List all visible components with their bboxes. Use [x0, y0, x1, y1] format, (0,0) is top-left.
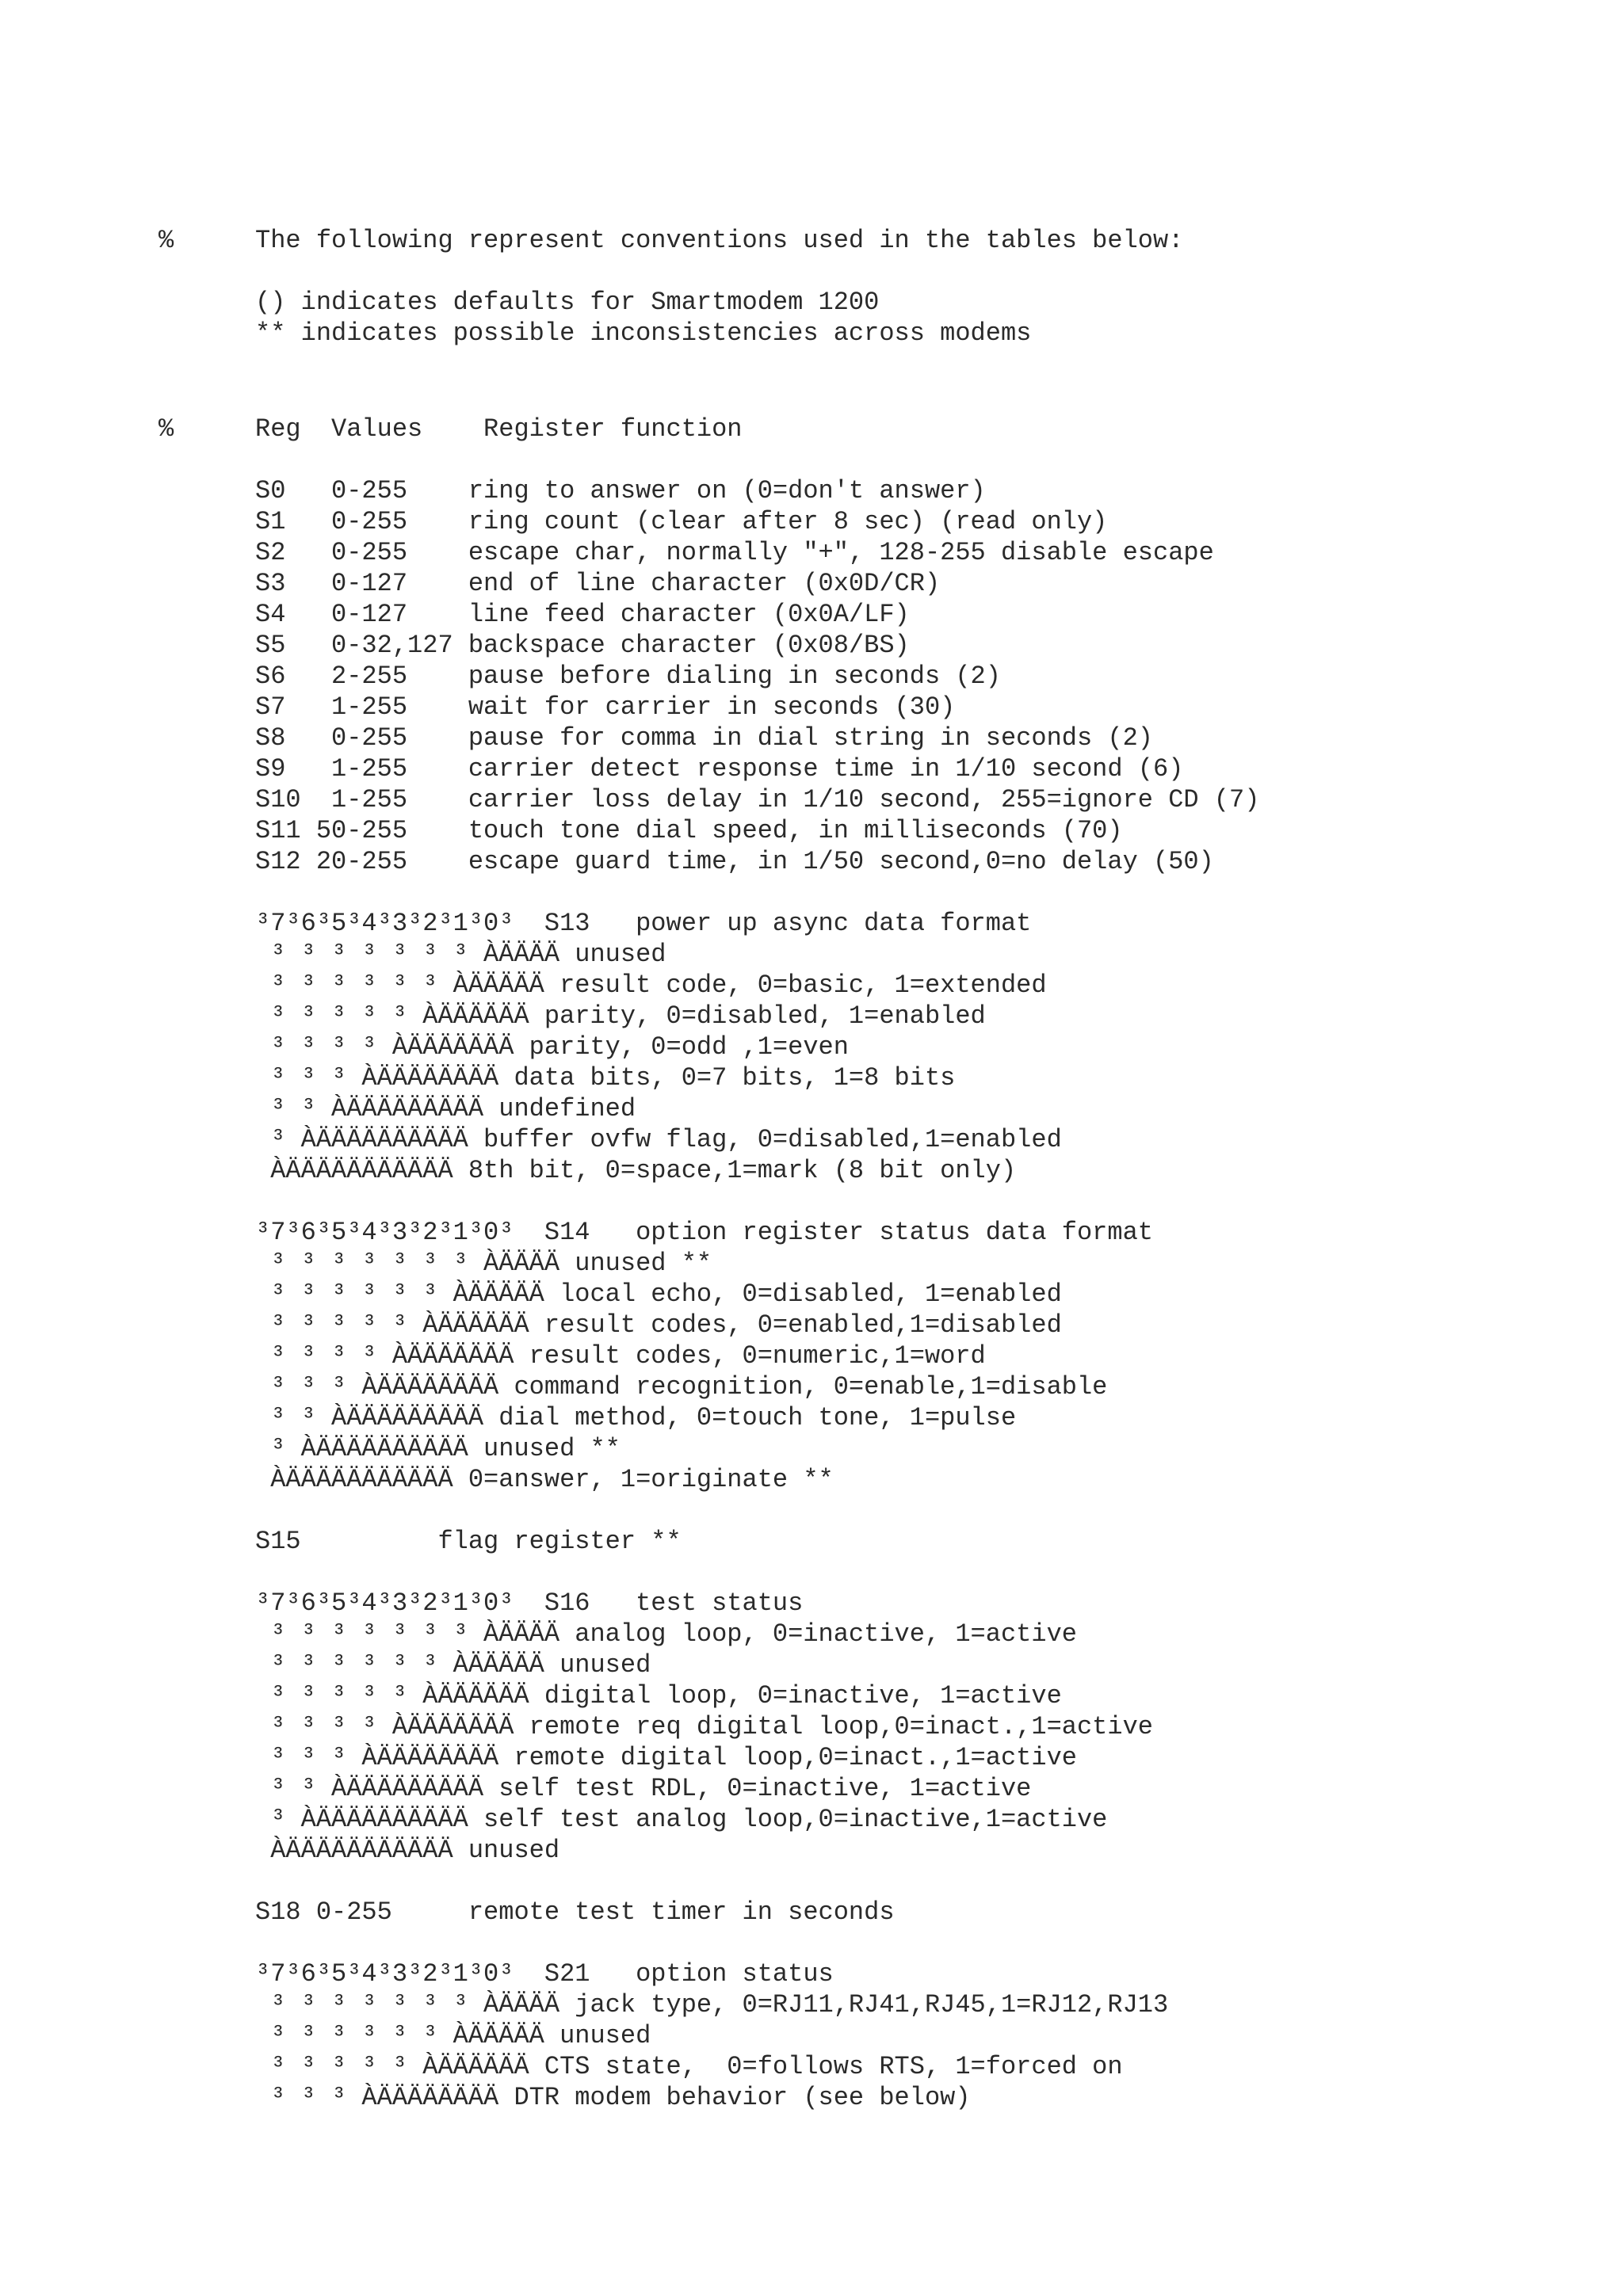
- s13-bit-line: ³ ³ ³ ³ ³ ³ ÀÄÄÄÄÄ result code, 0=basic, 1=extended: [255, 971, 1047, 1000]
- convention-note: ** indicates possible inconsistencies across modems: [255, 318, 1032, 348]
- register-row: S4 0-127 line feed character (0x0A/LF): [255, 600, 910, 629]
- conventions-section: [255, 225, 1183, 349]
- s21-bit-line: ³ ³ ³ ³ ³ ³ ³ ÀÄÄÄÄ jack type, 0=RJ11,RJ41,RJ45,1=RJ12,RJ13: [255, 1990, 1169, 2019]
- section-marker-conventions: %: [158, 226, 174, 255]
- register-table: [255, 414, 1259, 2113]
- spacer: [255, 1557, 1259, 1588]
- s14-bit-line: ³ ³ ÀÄÄÄÄÄÄÄÄÄ dial method, 0=touch tone, 1=pulse: [255, 1403, 1017, 1432]
- register-row: S8 0-255 pause for comma in dial string in seconds (2): [255, 723, 1153, 753]
- s13-bit-line: ÀÄÄÄÄÄÄÄÄÄÄÄ 8th bit, 0=space,1=mark (8 bit only): [255, 1156, 1017, 1185]
- register-row: S5 0-32,127 backspace character (0x08/BS): [255, 631, 910, 660]
- s13-bit-line: ³ ³ ÀÄÄÄÄÄÄÄÄÄ undefined: [255, 1094, 636, 1123]
- s16-bit-line: ³ ³ ³ ÀÄÄÄÄÄÄÄÄ remote digital loop,0=inact.,1=active: [255, 1743, 1077, 1772]
- s16-bit-header: ³7³6³5³4³3³2³1³0³ S16 test status: [255, 1589, 804, 1618]
- s14-bit-line: ³ ³ ³ ³ ³ ÀÄÄÄÄÄÄ result codes, 0=enabled,1=disabled: [255, 1310, 1062, 1340]
- convention-note: () indicates defaults for Smartmodem 1200: [255, 288, 880, 317]
- spacer: [255, 1866, 1259, 1897]
- s16-bit-line: ÀÄÄÄÄÄÄÄÄÄÄÄ unused: [255, 1836, 560, 1865]
- s21-bit-line: ³ ³ ³ ÀÄÄÄÄÄÄÄÄ DTR modem behavior (see below): [255, 2083, 971, 2112]
- spacer: [255, 1186, 1259, 1217]
- s14-bit-line: ³ ³ ³ ³ ÀÄÄÄÄÄÄÄ result codes, 0=numeric,1=word: [255, 1341, 986, 1371]
- register-row: S0 0-255 ring to answer on (0=don't answer): [255, 476, 986, 505]
- s21-bit-line: ³ ³ ³ ³ ³ ³ ÀÄÄÄÄÄ unused: [255, 2021, 651, 2050]
- register-row: S2 0-255 escape char, normally "+", 128-255 disable escape: [255, 538, 1214, 567]
- register-row: S6 2-255 pause before dialing in seconds (2): [255, 662, 1001, 691]
- s16-bit-line: ³ ÀÄÄÄÄÄÄÄÄÄÄ self test analog loop,0=inactive,1=active: [255, 1805, 1108, 1834]
- register-row: S1 0-255 ring count (clear after 8 sec) (read only): [255, 507, 1108, 536]
- s14-bit-line: ³ ³ ³ ÀÄÄÄÄÄÄÄÄ command recognition, 0=enable,1=disable: [255, 1372, 1108, 1402]
- register-row: S3 0-127 end of line character (0x0D/CR): [255, 569, 941, 598]
- s16-bit-line: ³ ³ ³ ³ ÀÄÄÄÄÄÄÄ remote req digital loop,0=inact.,1=active: [255, 1712, 1153, 1741]
- s13-bit-line: ³ ³ ³ ³ ³ ³ ³ ÀÄÄÄÄ unused: [255, 940, 666, 969]
- register-row: S12 20-255 escape guard time, in 1/50 second,0=no delay (50): [255, 847, 1214, 876]
- s13-bit-line: ³ ³ ³ ³ ÀÄÄÄÄÄÄÄ parity, 0=odd ,1=even: [255, 1032, 849, 1062]
- s13-bit-line: ³ ÀÄÄÄÄÄÄÄÄÄÄ buffer ovfw flag, 0=disabled,1=enabled: [255, 1125, 1062, 1154]
- s21-bit-line: ³ ³ ³ ³ ³ ÀÄÄÄÄÄÄ CTS state, 0=follows RTS, 1=forced on: [255, 2052, 1123, 2081]
- spacer: [255, 1928, 1259, 1958]
- s13-bit-header: ³7³6³5³4³3³2³1³0³ S13 power up async data format: [255, 909, 1032, 938]
- s13-bit-line: ³ ³ ³ ÀÄÄÄÄÄÄÄÄ data bits, 0=7 bits, 1=8 bits: [255, 1063, 956, 1093]
- s14-bit-line: ³ ³ ³ ³ ³ ³ ÀÄÄÄÄÄ local echo, 0=disabled, 1=enabled: [255, 1280, 1062, 1309]
- s14-bit-header: ³7³6³5³4³3³2³1³0³ S14 option register status data format: [255, 1218, 1153, 1247]
- spacer: [255, 1495, 1259, 1526]
- spacer: [255, 444, 1259, 475]
- s18-line: S18 0-255 remote test timer in seconds: [255, 1897, 895, 1927]
- conventions-heading: The following represent conventions used in the tables below:: [255, 226, 1184, 255]
- register-table-header: Reg Values Register function: [255, 414, 743, 444]
- register-row: S11 50-255 touch tone dial speed, in milliseconds (70): [255, 816, 1123, 845]
- section-marker-registers: %: [158, 414, 174, 444]
- spacer: [255, 877, 1259, 908]
- s16-bit-line: ³ ³ ³ ³ ³ ÀÄÄÄÄÄÄ digital loop, 0=inactive, 1=active: [255, 1681, 1062, 1711]
- s14-bit-line: ÀÄÄÄÄÄÄÄÄÄÄÄ 0=answer, 1=originate **: [255, 1465, 834, 1494]
- register-row: S7 1-255 wait for carrier in seconds (30): [255, 692, 956, 722]
- s21-bit-header: ³7³6³5³4³3³2³1³0³ S21 option status: [255, 1959, 834, 1989]
- s14-bit-line: ³ ÀÄÄÄÄÄÄÄÄÄÄ unused **: [255, 1434, 621, 1463]
- s14-bit-line: ³ ³ ³ ³ ³ ³ ³ ÀÄÄÄÄ unused **: [255, 1249, 712, 1278]
- s16-bit-line: ³ ³ ³ ³ ³ ³ ³ ÀÄÄÄÄ analog loop, 0=inactive, 1=active: [255, 1619, 1077, 1649]
- register-row: S10 1-255 carrier loss delay in 1/10 second, 255=ignore CD (7): [255, 785, 1260, 814]
- s16-bit-line: ³ ³ ³ ³ ³ ³ ÀÄÄÄÄÄ unused: [255, 1650, 651, 1680]
- s15-line: S15 flag register **: [255, 1527, 682, 1556]
- s13-bit-line: ³ ³ ³ ³ ³ ÀÄÄÄÄÄÄ parity, 0=disabled, 1=enabled: [255, 1001, 986, 1031]
- register-row: S9 1-255 carrier detect response time in 1/10 second (6): [255, 754, 1184, 784]
- spacer: [255, 256, 1183, 287]
- s16-bit-line: ³ ³ ÀÄÄÄÄÄÄÄÄÄ self test RDL, 0=inactive, 1=active: [255, 1774, 1032, 1803]
